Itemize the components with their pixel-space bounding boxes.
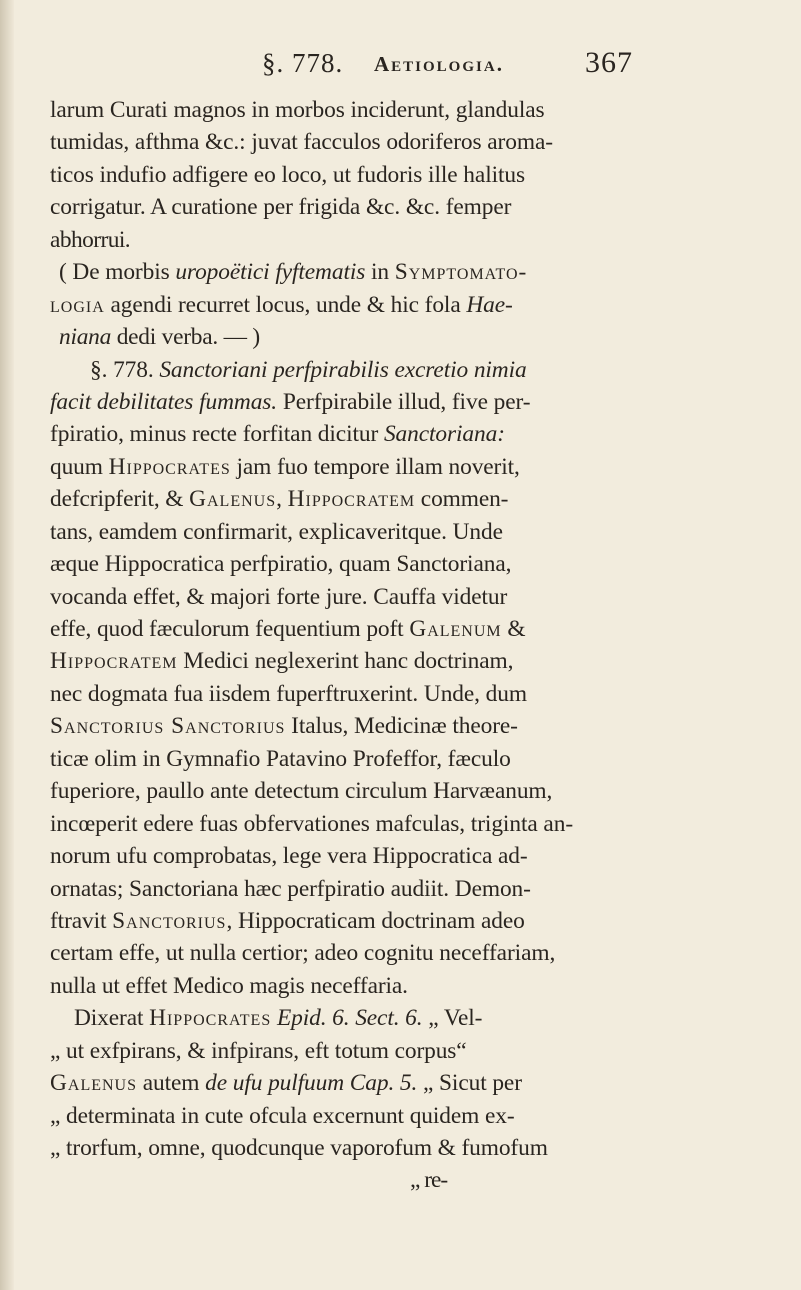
text-segment: incœperit edere fuas obfervationes mafculas, triginta an- <box>50 810 574 837</box>
text-segment: certam effe, ut nulla certior; adeo cognitu neceffariam, <box>50 940 556 967</box>
text-line <box>50 1002 790 1034</box>
text-segment: abhorrui. <box>50 226 131 253</box>
text-line <box>50 451 790 483</box>
text-line <box>50 678 790 710</box>
italic-text: Sanctoriana: <box>383 421 505 448</box>
text-segment: effe, quod fæculorum fequentium poft <box>50 616 410 642</box>
text-segment: Perfpirabile illud, five per- <box>277 388 531 415</box>
italic-text: niana <box>59 324 112 351</box>
text-line <box>50 645 790 677</box>
text-segment: dedi verba. — ) <box>111 324 260 351</box>
text-segment: tans, eamdem confirmarit, explicaveritque. Unde <box>50 518 503 545</box>
text-segment: tumidas, afthma &c.: juvat facculos odoriferos aroma- <box>50 129 553 156</box>
header-section-number: §. 778. <box>262 48 344 78</box>
text-line <box>50 873 790 905</box>
text-line <box>50 483 790 515</box>
text-segment: , <box>276 486 288 513</box>
text-line <box>50 937 790 969</box>
text-segment: fuperiore, paullo ante detectum circulum Harvæanum, <box>50 778 553 805</box>
text-line <box>50 970 790 1002</box>
small-caps-name: Symptomato- <box>394 259 528 286</box>
text-segment: autem <box>137 1070 206 1097</box>
text-line <box>50 256 790 288</box>
text-line <box>50 743 790 775</box>
text-segment: ( De morbis <box>59 259 176 286</box>
text-segment: „ determinata in cute ofcula excernunt quidem ex- <box>50 1102 515 1129</box>
text-line <box>50 808 790 840</box>
text-segment: nulla ut effet Medico magis neceffaria. <box>50 972 408 999</box>
running-header <box>0 40 801 80</box>
italic-text: Sanctoriani perfpirabilis excretio nimia <box>159 356 527 383</box>
text-line <box>50 289 790 321</box>
small-caps-name: Galenus <box>50 1070 138 1097</box>
text-line <box>50 321 790 353</box>
text-segment: quum <box>50 453 109 480</box>
body-text <box>50 94 790 1197</box>
text-line <box>50 159 790 191</box>
italic-text: de ufu pulfuum Cap. 5. <box>205 1070 418 1097</box>
page-gutter-edge <box>0 0 14 1290</box>
text-segment: æque Hippocratica perfpiratio, quam Sanctoriana, <box>50 551 512 578</box>
text-segment: , Hippocraticam doctrinam adeo <box>226 907 525 934</box>
text-segment: „ re- <box>410 1167 448 1194</box>
text-line <box>50 1100 790 1132</box>
italic-text: Epid. 6. Sect. 6. <box>276 1005 423 1032</box>
text-line <box>50 224 790 256</box>
text-segment: „ ut exfpirans, & infpirans, eft totum corpus“ <box>50 1037 467 1064</box>
text-segment: corrigatur. A curatione per frigida &c. &c. femper <box>50 194 512 221</box>
text-line <box>50 613 790 645</box>
italic-text: facit debilitates fummas. <box>50 388 278 415</box>
text-line <box>50 354 790 386</box>
text-line <box>50 386 790 418</box>
small-caps-name: logia <box>50 291 105 318</box>
text-line <box>50 94 790 126</box>
text-line <box>50 191 790 223</box>
text-line <box>50 418 790 450</box>
text-line <box>50 1067 790 1099</box>
italic-text: Hae- <box>466 291 513 318</box>
small-caps-name: Galenum <box>409 616 502 642</box>
text-segment: commen- <box>415 486 509 513</box>
text-segment: norum ufu comprobatas, lege vera Hippocratica ad- <box>50 843 528 870</box>
text-segment: vocanda effet, & majori forte jure. Cauffa videtur <box>50 583 508 610</box>
small-caps-name: Hippocratem <box>50 648 178 675</box>
text-segment: Medici neglexerint hanc doctrinam, <box>177 648 514 675</box>
text-segment: ticæ olim in Gymnafio Patavino Profeffor, fæculo <box>50 745 511 772</box>
header-title: Aetiologia. <box>374 52 504 76</box>
text-segment: fpiratio, minus recte forfitan dicitur <box>50 421 384 448</box>
text-segment: ticos indufio adfigere eo loco, ut fudoris ille halitus <box>50 161 526 188</box>
page-number: 367 <box>585 46 633 79</box>
text-segment: ftravit <box>50 907 113 934</box>
small-caps-name: Sanctorius <box>112 907 227 934</box>
text-segment: jam fuo tempore illam noverit, <box>230 453 520 480</box>
text-segment: Dixerat <box>74 1005 150 1032</box>
text-line <box>50 516 790 548</box>
text-line <box>50 1035 790 1067</box>
text-segment: nec dogmata fua iisdem fuperftruxerint. Unde, dum <box>50 680 527 707</box>
text-line <box>50 581 790 613</box>
text-line <box>50 710 790 742</box>
text-line <box>50 548 790 580</box>
italic-text: uropoëtici fyftematis <box>175 259 366 286</box>
text-segment: in <box>365 259 395 286</box>
text-segment: agendi recurret locus, unde & hic fola <box>104 291 467 318</box>
small-caps-name: Hippocrates <box>108 453 231 480</box>
text-line <box>50 1164 790 1196</box>
text-segment: ornatas; Sanctoriana hæc perfpiratio audiit. Demon- <box>50 875 531 902</box>
text-segment: Italus, Medicinæ theore- <box>285 713 518 740</box>
text-line <box>50 905 790 937</box>
text-segment: „ Sicut per <box>417 1070 522 1097</box>
small-caps-name: Hippocrates <box>149 1005 272 1032</box>
text-segment: „ trorfum, omne, quodcunque vaporofum & fumofum <box>50 1135 548 1161</box>
text-line <box>50 775 790 807</box>
text-segment: & <box>501 616 526 642</box>
text-line <box>50 840 790 872</box>
small-caps-name: Galenus <box>189 486 277 513</box>
small-caps-name: Sanctorius Sanctorius <box>50 713 286 740</box>
text-segment: „ Vel- <box>422 1005 483 1032</box>
small-caps-name: Hippocratem <box>287 486 416 513</box>
text-line <box>50 1132 790 1164</box>
text-segment: larum Curati magnos in morbos inciderunt, glandulas <box>50 97 545 123</box>
text-line <box>50 126 790 158</box>
text-segment: §. 778. <box>90 356 160 383</box>
text-segment: defcripferit, & <box>50 486 190 513</box>
